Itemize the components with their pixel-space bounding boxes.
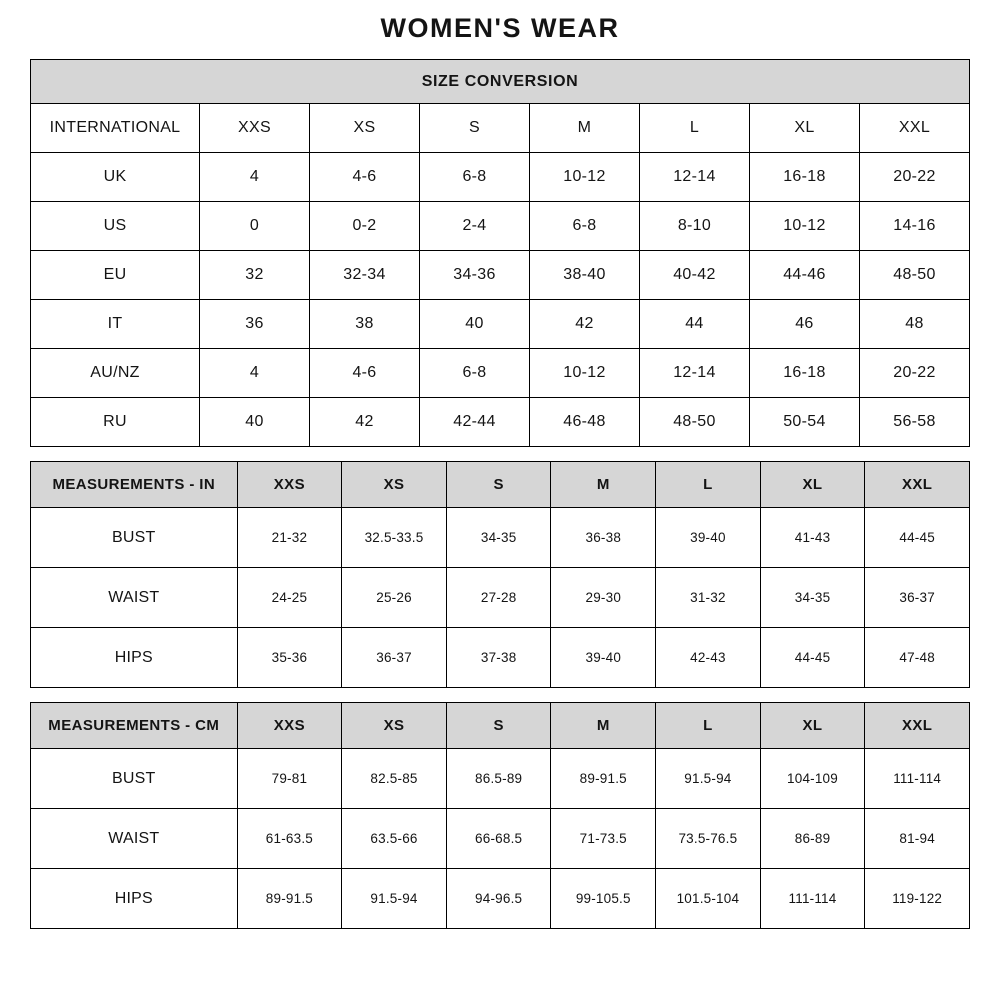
value-cell: 71-73.5 [551,809,656,869]
value-cell: 36-37 [342,628,447,688]
value-cell: XXL [859,104,969,153]
size-conversion-title: SIZE CONVERSION [31,60,970,104]
table-row [31,251,970,300]
value-cell: 4 [200,349,310,398]
value-cell: 24-25 [237,568,342,628]
table-row [31,809,970,869]
table-row [31,104,970,153]
section-header-row [31,60,970,104]
value-cell: 6-8 [529,202,639,251]
value-cell: 20-22 [859,349,969,398]
value-cell: 4-6 [310,349,420,398]
value-cell: 40 [200,398,310,447]
value-cell: 27-28 [446,568,551,628]
value-cell: 40 [419,300,529,349]
value-cell: 6-8 [419,153,529,202]
value-cell: 0-2 [310,202,420,251]
measurements-cm-body [31,749,970,929]
table-row [31,508,970,568]
value-cell: 29-30 [551,568,656,628]
value-cell: XL [749,104,859,153]
value-cell: 86-89 [760,809,865,869]
value-cell: 119-122 [865,869,970,929]
value-cell: 32-34 [310,251,420,300]
value-cell: 39-40 [551,628,656,688]
value-cell: 0 [200,202,310,251]
size-conversion-body [31,104,970,447]
measurements-cm-table [30,702,970,929]
value-cell: 94-96.5 [446,869,551,929]
value-cell: M [529,104,639,153]
value-cell: 34-35 [446,508,551,568]
measurements-cm-head [31,703,970,749]
value-cell: 91.5-94 [656,749,761,809]
value-cell: 99-105.5 [551,869,656,929]
value-cell: 35-36 [237,628,342,688]
value-cell: 34-36 [419,251,529,300]
value-cell: 42-43 [656,628,761,688]
measurements-in-table [30,461,970,688]
value-cell: 44-45 [760,628,865,688]
row-label-cell: IT [31,300,200,349]
row-label-cell: WAIST [31,809,238,869]
value-cell: XXS [200,104,310,153]
size-header-cell: S [446,462,551,508]
value-cell: 46-48 [529,398,639,447]
size-header-cell: XXL [865,462,970,508]
value-cell: 8-10 [639,202,749,251]
size-header-cell: M [551,462,656,508]
value-cell: 48-50 [639,398,749,447]
value-cell: 66-68.5 [446,809,551,869]
value-cell: 82.5-85 [342,749,447,809]
table-row [31,349,970,398]
value-cell: 89-91.5 [551,749,656,809]
value-cell: 47-48 [865,628,970,688]
measurements-in-body [31,508,970,688]
value-cell: 42 [529,300,639,349]
value-cell: 42-44 [419,398,529,447]
value-cell: 81-94 [865,809,970,869]
value-cell: L [639,104,749,153]
value-cell: 42 [310,398,420,447]
value-cell: 89-91.5 [237,869,342,929]
row-label-cell: AU/NZ [31,349,200,398]
value-cell: 44-45 [865,508,970,568]
table-row [31,153,970,202]
size-header-cell: S [446,703,551,749]
table-row [31,749,970,809]
value-cell: 39-40 [656,508,761,568]
value-cell: 101.5-104 [656,869,761,929]
value-cell: 6-8 [419,349,529,398]
page-title: WOMEN'S WEAR [380,13,620,43]
value-cell: 36 [200,300,310,349]
value-cell: 20-22 [859,153,969,202]
size-header-cell: XS [342,703,447,749]
table-row [31,300,970,349]
value-cell: 12-14 [639,153,749,202]
value-cell: 73.5-76.5 [656,809,761,869]
value-cell: 48 [859,300,969,349]
value-cell: 46 [749,300,859,349]
row-label-cell: EU [31,251,200,300]
value-cell: 16-18 [749,153,859,202]
value-cell: 21-32 [237,508,342,568]
value-cell: 86.5-89 [446,749,551,809]
value-cell: 14-16 [859,202,969,251]
size-conversion-table [30,59,970,447]
size-header-cell: L [656,703,761,749]
size-header-cell: XL [760,462,865,508]
value-cell: 2-4 [419,202,529,251]
value-cell: 38 [310,300,420,349]
value-cell: 61-63.5 [237,809,342,869]
row-label-cell: RU [31,398,200,447]
value-cell: 10-12 [529,349,639,398]
value-cell: 40-42 [639,251,749,300]
table-row [31,202,970,251]
measurements-in-header-row [31,462,970,508]
value-cell: 25-26 [342,568,447,628]
size-header-cell: XXL [865,703,970,749]
value-cell: 4-6 [310,153,420,202]
table-row [31,628,970,688]
size-conversion-head [31,60,970,104]
value-cell: 36-37 [865,568,970,628]
row-label-cell: BUST [31,508,238,568]
section-title-cell: MEASUREMENTS - CM [31,703,238,749]
section-title-cell: MEASUREMENTS - IN [31,462,238,508]
value-cell: 56-58 [859,398,969,447]
value-cell: XS [310,104,420,153]
value-cell: 31-32 [656,568,761,628]
row-label-cell: HIPS [31,869,238,929]
value-cell: 37-38 [446,628,551,688]
measurements-cm-header-row [31,703,970,749]
value-cell: 111-114 [865,749,970,809]
value-cell: 63.5-66 [342,809,447,869]
value-cell: 41-43 [760,508,865,568]
table-row [31,398,970,447]
value-cell: 36-38 [551,508,656,568]
size-header-cell: L [656,462,761,508]
size-header-cell: XL [760,703,865,749]
row-label-cell: HIPS [31,628,238,688]
value-cell: 111-114 [760,869,865,929]
row-label-cell: BUST [31,749,238,809]
value-cell: 44-46 [749,251,859,300]
value-cell: 10-12 [749,202,859,251]
value-cell: 50-54 [749,398,859,447]
table-row [31,568,970,628]
value-cell: 104-109 [760,749,865,809]
size-header-cell: XXS [237,703,342,749]
size-header-cell: M [551,703,656,749]
row-label-cell: US [31,202,200,251]
value-cell: 38-40 [529,251,639,300]
value-cell: 32 [200,251,310,300]
value-cell: 16-18 [749,349,859,398]
value-cell: 4 [200,153,310,202]
table-row [31,869,970,929]
size-header-cell: XS [342,462,447,508]
value-cell: 32.5-33.5 [342,508,447,568]
measurements-in-head [31,462,970,508]
value-cell: 10-12 [529,153,639,202]
size-header-cell: XXS [237,462,342,508]
value-cell: 91.5-94 [342,869,447,929]
value-cell: 12-14 [639,349,749,398]
value-cell: 44 [639,300,749,349]
value-cell: 34-35 [760,568,865,628]
value-cell: S [419,104,529,153]
value-cell: 48-50 [859,251,969,300]
row-label-cell: INTERNATIONAL [31,104,200,153]
row-label-cell: UK [31,153,200,202]
row-label-cell: WAIST [31,568,238,628]
value-cell: 79-81 [237,749,342,809]
